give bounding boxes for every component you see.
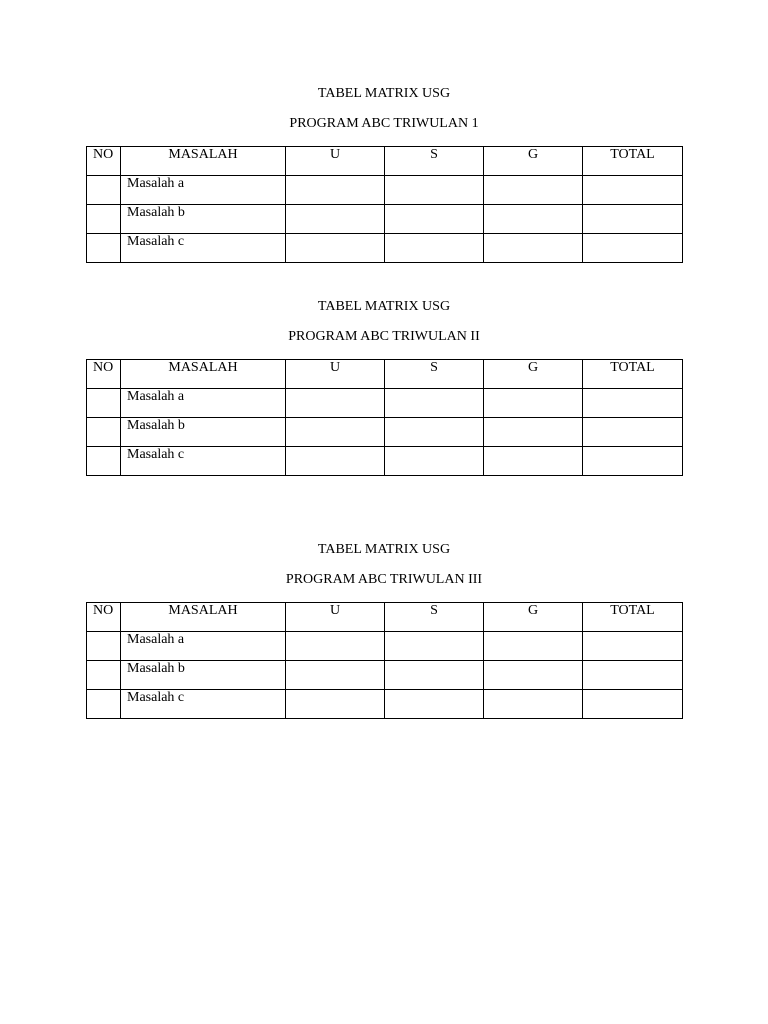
cell-g xyxy=(484,389,583,418)
cell-no xyxy=(87,418,121,447)
table-row xyxy=(87,632,683,661)
column-header-no: NO xyxy=(87,147,121,176)
table-subtitle: PROGRAM ABC TRIWULAN II xyxy=(288,329,480,344)
cell-no xyxy=(87,447,121,476)
table-row xyxy=(87,690,683,719)
column-header-total: TOTAL xyxy=(583,360,683,389)
cell-no xyxy=(87,690,121,719)
table-subtitle: PROGRAM ABC TRIWULAN III xyxy=(285,572,483,587)
cell-total xyxy=(583,176,683,205)
column-header-masalah: MASALAH xyxy=(121,360,286,389)
cell-no xyxy=(87,661,121,690)
cell-s xyxy=(385,632,484,661)
cell-masalah: Masalah a xyxy=(121,176,286,205)
cell-masalah: Masalah b xyxy=(121,661,286,690)
cell-no xyxy=(87,389,121,418)
column-header-masalah: MASALAH xyxy=(121,603,286,632)
table-row xyxy=(87,205,683,234)
cell-total xyxy=(583,690,683,719)
cell-g xyxy=(484,690,583,719)
table-row xyxy=(87,661,683,690)
cell-g xyxy=(484,176,583,205)
cell-no xyxy=(87,632,121,661)
cell-masalah: Masalah a xyxy=(121,632,286,661)
cell-g xyxy=(484,447,583,476)
cell-u xyxy=(286,447,385,476)
cell-u xyxy=(286,205,385,234)
cell-total xyxy=(583,205,683,234)
table-header-row xyxy=(87,603,683,632)
cell-s xyxy=(385,176,484,205)
column-header-total: TOTAL xyxy=(583,147,683,176)
cell-total xyxy=(583,661,683,690)
cell-g xyxy=(484,234,583,263)
cell-s xyxy=(385,661,484,690)
column-header-g: G xyxy=(484,360,583,389)
cell-masalah: Masalah c xyxy=(121,447,286,476)
cell-total xyxy=(583,389,683,418)
cell-g xyxy=(484,418,583,447)
cell-masalah: Masalah b xyxy=(121,418,286,447)
table-row xyxy=(87,176,683,205)
column-header-masalah: MASALAH xyxy=(121,147,286,176)
cell-no xyxy=(87,234,121,263)
cell-masalah: Masalah c xyxy=(121,234,286,263)
cell-u xyxy=(286,690,385,719)
column-header-u: U xyxy=(286,360,385,389)
column-header-no: NO xyxy=(87,603,121,632)
column-header-s: S xyxy=(385,603,484,632)
table-row xyxy=(87,389,683,418)
usg-matrix-table xyxy=(86,602,683,719)
cell-g xyxy=(484,661,583,690)
table-title: TABEL MATRIX USG xyxy=(317,542,451,557)
table-header-row xyxy=(87,360,683,389)
cell-g xyxy=(484,205,583,234)
column-header-no: NO xyxy=(87,360,121,389)
column-header-g: G xyxy=(484,603,583,632)
usg-matrix-table xyxy=(86,146,683,263)
table-title: TABEL MATRIX USG xyxy=(317,86,451,101)
cell-s xyxy=(385,690,484,719)
cell-s xyxy=(385,205,484,234)
usg-table-block-1 xyxy=(86,86,682,263)
cell-masalah: Masalah a xyxy=(121,389,286,418)
usg-table-block-2 xyxy=(86,299,682,476)
cell-u xyxy=(286,234,385,263)
cell-masalah: Masalah c xyxy=(121,690,286,719)
cell-s xyxy=(385,234,484,263)
cell-s xyxy=(385,447,484,476)
table-row xyxy=(87,447,683,476)
cell-g xyxy=(484,632,583,661)
cell-u xyxy=(286,389,385,418)
column-header-s: S xyxy=(385,360,484,389)
cell-masalah: Masalah b xyxy=(121,205,286,234)
cell-u xyxy=(286,176,385,205)
cell-total xyxy=(583,447,683,476)
cell-s xyxy=(385,389,484,418)
cell-u xyxy=(286,418,385,447)
table-row xyxy=(87,418,683,447)
cell-no xyxy=(87,176,121,205)
cell-no xyxy=(87,205,121,234)
table-title: TABEL MATRIX USG xyxy=(317,299,451,314)
cell-total xyxy=(583,418,683,447)
usg-table-block-3 xyxy=(86,542,682,719)
table-header-row xyxy=(87,147,683,176)
column-header-u: U xyxy=(286,147,385,176)
table-row xyxy=(87,234,683,263)
table-subtitle: PROGRAM ABC TRIWULAN 1 xyxy=(289,116,479,131)
cell-u xyxy=(286,661,385,690)
column-header-u: U xyxy=(286,603,385,632)
column-header-g: G xyxy=(484,147,583,176)
cell-total xyxy=(583,632,683,661)
cell-u xyxy=(286,632,385,661)
usg-matrix-table xyxy=(86,359,683,476)
column-header-total: TOTAL xyxy=(583,603,683,632)
column-header-s: S xyxy=(385,147,484,176)
cell-total xyxy=(583,234,683,263)
cell-s xyxy=(385,418,484,447)
